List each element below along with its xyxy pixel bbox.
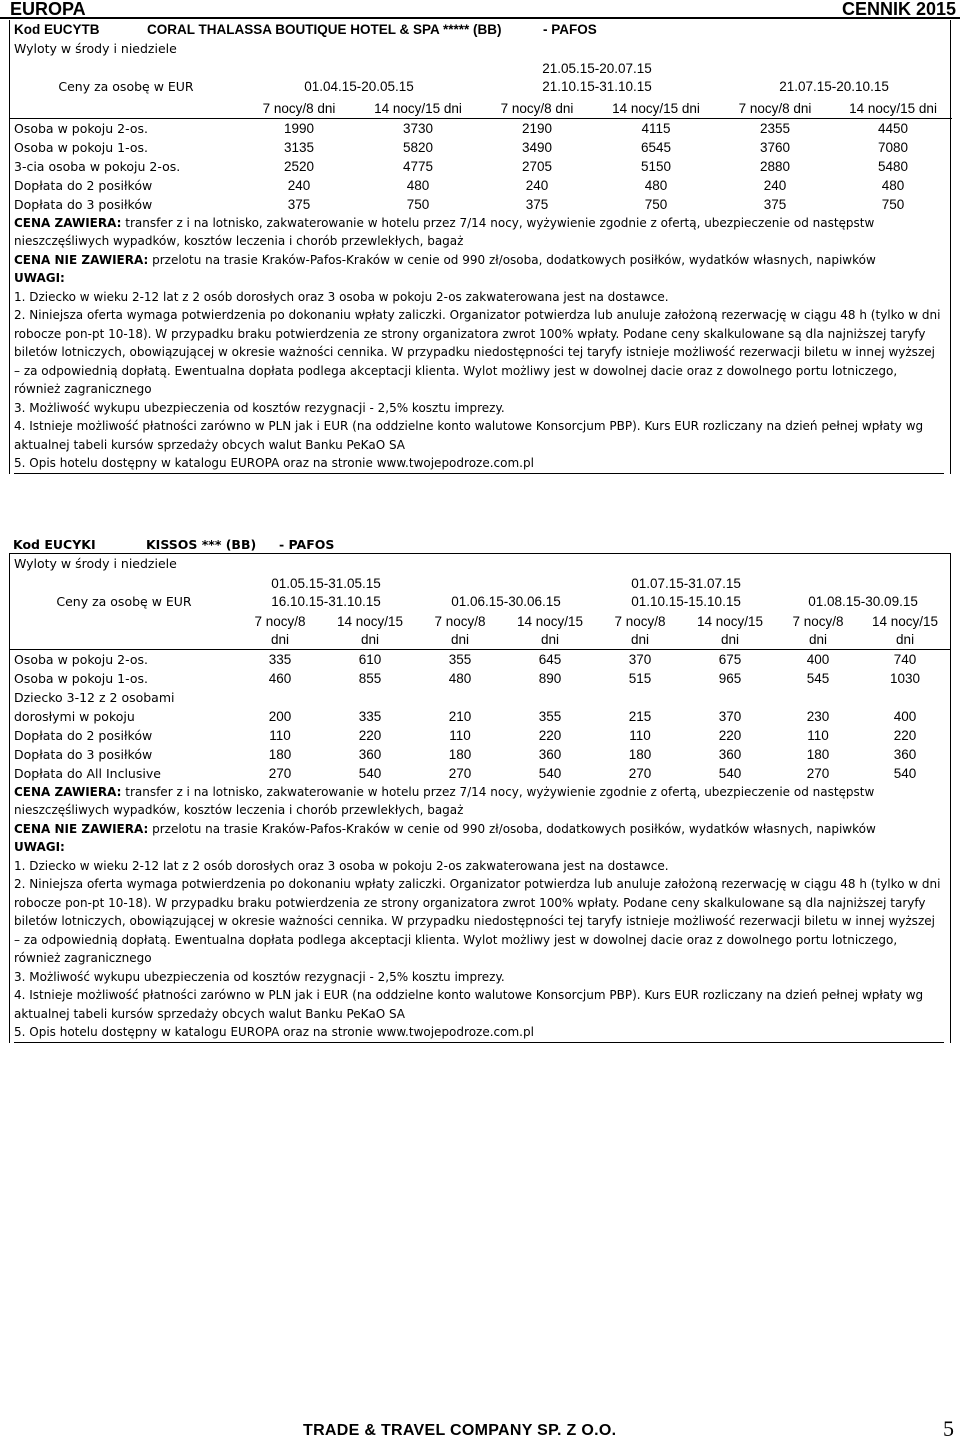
hotel2-period-1a: 01.05.15-31.05.15 [271, 576, 381, 591]
hotel2-remark-3: 3. Możliwość wykupu ubezpieczenia od kosztów rezygnacji - 2,5% kosztu imprezy. [14, 969, 505, 984]
price-cell: 675 [718, 651, 742, 667]
hotel2-duration-row [10, 611, 950, 649]
hotel1-title-row [10, 20, 950, 39]
duration-days: dni [809, 631, 828, 647]
price-cell: 1990 [283, 120, 315, 136]
hotel2-excludes [14, 820, 944, 839]
hotel2-title-row [9, 535, 951, 553]
duration-days: dni [721, 631, 740, 647]
row-label: Dopłata do All Inclusive [14, 765, 161, 781]
price-cell: 355 [538, 708, 562, 724]
duration-nights: 14 nocy/15 [697, 613, 764, 629]
brand-title: EUROPA [10, 0, 86, 19]
price-cell: 110 [449, 727, 471, 743]
price-cell: 645 [538, 651, 562, 667]
price-cell: 460 [268, 670, 292, 686]
hotel2-period-row [10, 573, 950, 611]
row-label-line1: Dziecko 3-12 z 2 osobami [14, 689, 175, 705]
hotel2-period-4: 01.08.15-30.09.15 [808, 594, 918, 609]
table-row [10, 649, 950, 669]
table-row [10, 118, 952, 138]
price-cell: 220 [718, 727, 742, 743]
price-cell: 740 [893, 651, 917, 667]
hotel1-excludes-label: CENA NIE ZAWIERA: [14, 252, 149, 267]
price-cell: 4775 [402, 158, 434, 174]
hotel1-section [9, 20, 951, 474]
price-cell: 4115 [641, 120, 671, 136]
price-cell: 7080 [878, 139, 909, 155]
price-cell: 370 [718, 708, 742, 724]
hotel1-col-5: 7 nocy/8 dni [716, 96, 834, 118]
price-cell: 240 [763, 177, 787, 193]
hotel2-remark-5: 5. Opis hotelu dostępny w katalogu EUROPA oraz na stronie www.twojepodroze.com.pl [14, 1023, 944, 1043]
row-label: 3-cia osoba w pokoju 2-os. [14, 158, 181, 174]
price-cell: 965 [718, 670, 742, 686]
price-cell: 750 [644, 196, 668, 212]
price-cell: 2190 [521, 120, 553, 136]
price-cell: 240 [287, 177, 311, 193]
hotel1-period-3: 21.07.15-20.10.15 [779, 79, 889, 94]
table-row [10, 688, 950, 726]
hotel2-section [9, 535, 951, 1043]
price-cell: 3490 [521, 139, 553, 155]
price-cell: 230 [806, 708, 830, 724]
price-cell: 210 [448, 708, 472, 724]
price-cell: 355 [448, 651, 472, 667]
duration-header [416, 611, 504, 649]
price-cell: 2355 [760, 120, 791, 136]
table-row [10, 764, 950, 783]
price-cell: 375 [525, 196, 549, 212]
price-cell: 220 [538, 727, 562, 743]
price-cell: 180 [268, 746, 292, 762]
price-cell: 480 [406, 177, 430, 193]
price-cell: 6545 [641, 139, 672, 155]
price-cell: 3135 [283, 139, 315, 155]
price-cell: 270 [268, 765, 292, 781]
hotel1-excludes [14, 251, 944, 270]
duration-header [596, 611, 684, 649]
price-cell: 610 [358, 651, 382, 667]
hotel2-period-3 [596, 573, 776, 611]
price-cell: 375 [763, 196, 787, 212]
price-cell: 270 [628, 765, 652, 781]
price-cell: 220 [893, 727, 917, 743]
hotel2-remark-2: 2. Niniejsza oferta wymaga potwierdzenia po dokonaniu wpłaty zaliczki. Organizator potwierdza lub anuluje założoną rezerwację w ciągu 48 h (tylko w dni robocze pon-pt 10-18). W przypadku braku potwierdzenia ze strony organizatora zwrot 100% wpłaty. Podane ceny skalkulowane są dla najniższej taryfy biletów lotniczych, obowiązującej w okresie ważności cennika. W przypadku niedostępności tej taryfy istnieje możliwość rezerwacji biletu w innej wyższej – za odpowiednią dopłatą. Ewentualna dopłata podlega akceptacji klienta. Wylot możliwy jest w dowolnej dacie oraz z dowolnego portu lotniczego, również zagranicznego [14, 877, 941, 965]
duration-days: dni [451, 631, 470, 647]
price-cell: 540 [538, 765, 562, 781]
hotel2-period-1 [236, 573, 416, 611]
duration-header [776, 611, 860, 649]
price-cell: 110 [807, 727, 829, 743]
price-cell: 215 [628, 708, 652, 724]
duration-days: dni [361, 631, 380, 647]
hotel1-col-3: 7 nocy/8 dni [478, 96, 596, 118]
duration-days: dni [270, 631, 289, 647]
row-label: Osoba w pokoju 2-os. [14, 120, 148, 136]
hotel2-excludes-text: przelotu na trasie Kraków-Pafos-Kraków w cenie od 990 zł/osoba, dodatkowych posiłków, wydatków własnych, napiwków [148, 821, 876, 836]
price-cell: 480 [644, 177, 668, 193]
table-row [10, 176, 952, 195]
hotel2-name: KISSOS *** (BB) [146, 537, 257, 552]
hotel1-includes-text: transfer z i na lotnisko, zakwaterowanie w hotelu przez 7/14 nocy, wyżywienie zgodnie z ofertą, ubezpieczenie od następstw nieszczęśliwych wypadków, kosztów leczenia i chorób przewlekłych, bagaż [14, 215, 875, 248]
hotel1-price-label: Ceny za osobę w EUR [58, 79, 194, 94]
price-cell: 335 [268, 651, 292, 667]
hotel2-remark-4: 4. Istnieje możliwość płatności zarówno w PLN jak i EUR (na oddzielne konto walutowe Konsorcjum PBP). Kurs EUR rozliczany na dzień pełnej wpłaty wg aktualnej tabeli kursów sprzedaży obcych walut Banku PeKaO SA [14, 988, 924, 1021]
hotel1-code: Kod EUCYTB [14, 22, 100, 37]
price-cell: 1030 [890, 670, 921, 686]
row-label: Osoba w pokoju 1-os. [14, 670, 148, 686]
hotel1-includes-label: CENA ZAWIERA: [14, 215, 122, 230]
row-label: Dopłata do 3 posiłków [14, 196, 153, 212]
price-cell: 545 [806, 670, 830, 686]
company-footer: TRADE & TRAVEL COMPANY SP. Z O.O. [303, 1422, 617, 1439]
hotel2-period-3a: 01.07.15-31.07.15 [631, 576, 741, 591]
hotel1-period-2 [478, 58, 716, 96]
hotel2-period-2: 01.06.15-30.06.15 [451, 594, 561, 609]
table-row [10, 669, 950, 688]
catalog-title: CENNIK 2015 [841, 0, 956, 19]
price-cell: 370 [628, 651, 652, 667]
hotel1-period-2a: 21.05.15-20.07.15 [542, 61, 652, 76]
price-cell: 750 [406, 196, 430, 212]
hotel1-remarks-label: UWAGI: [14, 271, 65, 285]
price-cell: 110 [629, 727, 651, 743]
hotel1-col-6: 14 nocy/15 dni [834, 96, 952, 118]
hotel2-price-table [10, 573, 950, 783]
row-label [10, 688, 236, 726]
hotel2-includes-label: CENA ZAWIERA: [14, 784, 122, 799]
price-cell: 270 [806, 765, 830, 781]
hotel1-includes [14, 214, 944, 251]
hotel1-remark-1: 1. Dziecko w wieku 2-12 lat z 2 osób dorosłych oraz 3 osoba w pokoju 2-os zakwaterowana jest na dostawce. [14, 289, 669, 304]
price-cell: 480 [448, 670, 472, 686]
table-row [10, 157, 952, 176]
hotel1-notes [10, 214, 950, 474]
price-cell: 3730 [402, 120, 434, 136]
hotel1-period-2b: 21.10.15-31.10.15 [542, 79, 652, 94]
price-cell: 110 [269, 727, 291, 743]
hotel2-remarks-title [14, 838, 944, 857]
price-cell: 200 [268, 708, 292, 724]
duration-nights: 7 nocy/8 [434, 613, 486, 629]
duration-days: dni [631, 631, 650, 647]
hotel1-remarks-title [14, 269, 944, 288]
hotel1-price-table [10, 58, 952, 214]
table-row [10, 726, 950, 745]
price-cell: 2880 [760, 158, 791, 174]
hotel2-notes [10, 783, 950, 1043]
hotel1-period-row [10, 58, 952, 96]
hotel2-period-1b: 16.10.15-31.10.15 [271, 594, 381, 609]
price-cell: 360 [538, 746, 562, 762]
price-cell: 2520 [283, 158, 315, 174]
hotel1-destination: - PAFOS [543, 22, 597, 37]
duration-header [504, 611, 596, 649]
price-cell: 240 [525, 177, 549, 193]
hotel1-departures-text: Wyloty w środy i niedziele [14, 41, 177, 56]
hotel2-code: Kod EUCYKI [13, 537, 96, 552]
price-cell: 360 [358, 746, 382, 762]
hotel2-excludes-label: CENA NIE ZAWIERA: [14, 821, 149, 836]
price-cell: 375 [287, 196, 311, 212]
hotel2-price-label: Ceny za osobę w EUR [56, 594, 192, 609]
price-cell: 750 [881, 196, 905, 212]
price-cell: 4450 [878, 120, 909, 136]
row-label: Dopłata do 2 posiłków [14, 727, 153, 743]
hotel1-remark-5: 5. Opis hotelu dostępny w katalogu EUROPA oraz na stronie www.twojepodroze.com.pl [14, 454, 944, 474]
price-cell: 400 [806, 651, 830, 667]
price-cell: 515 [628, 670, 652, 686]
hotel2-period-3b: 01.10.15-15.10.15 [631, 594, 741, 609]
hotel2-includes-text: transfer z i na lotnisko, zakwaterowanie w hotelu przez 7/14 nocy, wyżywienie zgodnie z ofertą, ubezpieczenie od następstw nieszczęśliwych wypadków, kosztów leczenia i chorób przewlekłych, bagaż [14, 784, 875, 817]
price-cell: 180 [806, 746, 830, 762]
duration-nights: 14 nocy/15 [336, 613, 404, 629]
hotel1-duration-row [10, 96, 952, 118]
price-cell: 890 [538, 670, 562, 686]
price-cell: 5150 [641, 158, 672, 174]
duration-nights: 7 nocy/8 [614, 613, 666, 629]
price-cell: 360 [718, 746, 742, 762]
duration-header [684, 611, 776, 649]
duration-nights: 7 nocy/8 [792, 613, 844, 629]
hotel1-departures [10, 39, 950, 58]
duration-header [236, 611, 324, 649]
price-cell: 335 [358, 708, 382, 724]
price-cell: 2705 [521, 158, 553, 174]
price-cell: 540 [718, 765, 742, 781]
price-cell: 400 [893, 708, 917, 724]
row-label: Osoba w pokoju 1-os. [14, 139, 148, 155]
hotel2-includes [14, 783, 944, 820]
price-cell: 5820 [402, 139, 434, 155]
price-cell: 180 [448, 746, 472, 762]
hotel1-remark-4: 4. Istnieje możliwość płatności zarówno w PLN jak i EUR (na oddzielne konto walutowe Konsorcjum PBP). Kurs EUR rozliczany na dzień pełnej wpłaty wg aktualnej tabeli kursów sprzedaży obcych walut Banku PeKaO SA [14, 419, 924, 452]
hotel1-name: CORAL THALASSA BOUTIQUE HOTEL & SPA ***** (BB) [147, 22, 502, 37]
hotel1-remark-3: 3. Możliwość wykupu ubezpieczenia od kosztów rezygnacji - 2,5% kosztu imprezy. [14, 400, 505, 415]
price-cell: 5480 [878, 158, 909, 174]
price-cell: 270 [448, 765, 472, 781]
row-label: Dopłata do 2 posiłków [14, 177, 153, 193]
hotel2-destination: - PAFOS [279, 537, 335, 552]
hotel1-col-2: 14 nocy/15 dni [358, 96, 478, 118]
duration-header [860, 611, 950, 649]
table-row [10, 195, 952, 214]
price-cell: 220 [358, 727, 382, 743]
page-number: 5 [943, 1416, 954, 1441]
duration-nights: 14 nocy/15 [516, 613, 584, 629]
price-cell: 360 [893, 746, 917, 762]
price-cell: 540 [893, 765, 917, 781]
page-header [0, 0, 960, 19]
hotel1-remark-2: 2. Niniejsza oferta wymaga potwierdzenia po dokonaniu wpłaty zaliczki. Organizator potwierdza lub anuluje założoną rezerwację w ciągu 48 h (tylko w dni robocze pon-pt 10-18). W przypadku braku potwierdzenia ze strony organizatora zwrot 100% wpłaty. Podane ceny skalkulowane są dla najniższej taryfy biletów lotniczych, obowiązującej w okresie ważności cennika. W przypadku niedostępności tej taryfy istnieje możliwość rezerwacji biletu w innej wyższej – za odpowiednią dopłatą. Ewentualna dopłata podlega akceptacji klienta. Wylot możliwy jest w dowolnej dacie oraz z dowolnego portu lotniczego, również zagranicznego [14, 308, 941, 396]
duration-header [324, 611, 416, 649]
hotel1-period-1: 01.04.15-20.05.15 [304, 79, 414, 94]
hotel2-departures-text: Wyloty w środy i niedziele [14, 556, 177, 571]
row-label: Dopłata do 3 posiłków [14, 746, 153, 762]
price-cell: 855 [358, 670, 382, 686]
hotel1-col-1: 7 nocy/8 dni [240, 96, 358, 118]
hotel1-col-4: 14 nocy/15 dni [596, 96, 716, 118]
price-cell: 540 [358, 765, 382, 781]
table-row [10, 745, 950, 764]
price-cell: 180 [628, 746, 652, 762]
table-row [10, 138, 952, 157]
hotel1-excludes-text: przelotu na trasie Kraków-Pafos-Kraków w cenie od 990 zł/osoba, dodatkowych posiłków, wydatków własnych, napiwków [148, 252, 876, 267]
duration-days: dni [896, 631, 915, 647]
price-cell: 3760 [760, 139, 791, 155]
duration-days: dni [541, 631, 560, 647]
row-label: Osoba w pokoju 2-os. [14, 651, 148, 667]
duration-nights: 7 nocy/8 [254, 613, 306, 629]
hotel2-remarks-label: UWAGI: [14, 840, 65, 854]
duration-nights: 14 nocy/15 [872, 613, 939, 629]
hotel2-remark-1: 1. Dziecko w wieku 2-12 lat z 2 osób dorosłych oraz 3 osoba w pokoju 2-os zakwaterowana jest na dostawce. [14, 858, 669, 873]
row-label-line2: dorosłymi w pokoju [14, 708, 135, 724]
hotel2-box [9, 553, 951, 1043]
hotel2-departures [10, 554, 950, 573]
price-cell: 480 [881, 177, 905, 193]
